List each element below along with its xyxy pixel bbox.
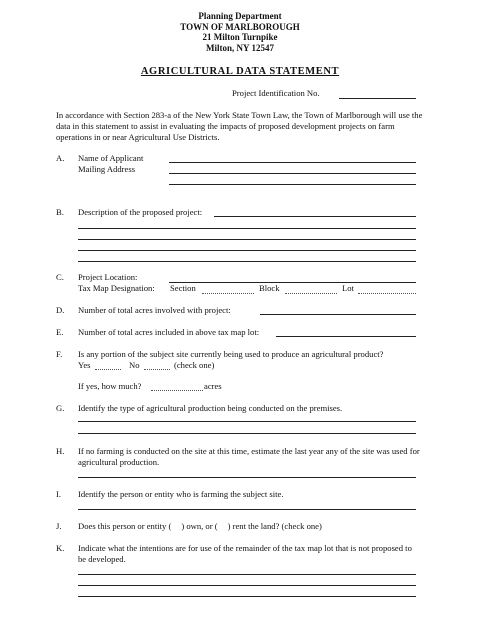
- section-f-letter: F.: [56, 349, 63, 359]
- ownership-question: [78, 521, 322, 532]
- yes-checkbox-field[interactable]: [95, 369, 121, 370]
- no-checkbox-field[interactable]: [144, 369, 170, 370]
- applicant-name-label: Name of Applicant: [78, 153, 144, 163]
- section-j-letter: J.: [56, 521, 62, 531]
- section-d-letter: D.: [56, 305, 65, 315]
- no-label: No: [129, 360, 140, 370]
- section-g-letter: G.: [56, 403, 65, 413]
- department-name: Planning Department: [198, 11, 282, 21]
- intro-paragraph: In accordance with Section 283-a of the New York State Town Law, the Town of Marlborough will use the data in this statement to assist in evaluating the impacts of proposed development projects on farm operations in or near Agricultural Use Districts.: [56, 110, 423, 142]
- acres-unit-label: acres: [204, 381, 222, 391]
- section-h-letter: H.: [56, 446, 65, 456]
- project-id-label: Project Identification No.: [232, 88, 320, 98]
- remainder-intent-label: Indicate what the intentions are for use of the remainder of the tax map lot that is not proposed to be developed.: [78, 543, 412, 564]
- check-one-note: (check one): [174, 360, 215, 370]
- section-c-letter: C.: [56, 272, 64, 282]
- farming-entity-label: Identify the person or entity who is farming the subject site.: [78, 489, 284, 499]
- project-description-field-1[interactable]: [214, 216, 416, 217]
- city-address: Milton, NY 12547: [206, 42, 274, 53]
- agri-type-label: Identify the type of agricultural production being conducted on the premises.: [78, 403, 343, 413]
- mailing-address-label: Mailing Address: [78, 164, 136, 174]
- agri-product-question: Is any portion of the subject site currently being used to produce an agricultural product?: [78, 349, 384, 359]
- project-description-field-2[interactable]: [78, 228, 416, 229]
- mailing-address-field-1[interactable]: [169, 173, 416, 174]
- section-b-letter: B.: [56, 207, 64, 217]
- tax-section-label: Section: [170, 283, 196, 293]
- tax-lot-label: Lot: [342, 283, 354, 293]
- agri-type-field-2[interactable]: [78, 433, 416, 434]
- agri-type-field-1[interactable]: [78, 421, 416, 422]
- section-e-letter: E.: [56, 327, 64, 337]
- mailing-address-field-2[interactable]: [169, 184, 416, 185]
- project-description-label: Description of the proposed project:: [78, 207, 203, 217]
- tax-lot-field[interactable]: [358, 293, 416, 294]
- tax-lot-acres-label: Number of total acres included in above tax map lot:: [78, 327, 260, 337]
- project-description-field-3[interactable]: [78, 239, 416, 240]
- farming-entity-field[interactable]: [78, 509, 416, 510]
- ownership-text-pre: Does this person or entity (: [78, 521, 172, 531]
- tax-section-field[interactable]: [202, 293, 254, 294]
- project-id-field[interactable]: [339, 98, 416, 99]
- form-title: AGRICULTURAL DATA STATEMENT: [140, 66, 340, 77]
- project-description-field-5[interactable]: [78, 261, 416, 262]
- section-i-letter: I.: [56, 489, 62, 499]
- tax-lot-acres-field[interactable]: [276, 336, 416, 337]
- last-farming-year-field[interactable]: [78, 477, 416, 478]
- total-acres-field[interactable]: [260, 314, 416, 315]
- remainder-intent-field-1[interactable]: [78, 574, 416, 575]
- how-much-label: If yes, how much?: [78, 381, 142, 391]
- section-k-letter: K.: [56, 543, 65, 553]
- project-location-label: Project Location:: [78, 272, 138, 282]
- section-a-letter: A.: [56, 153, 65, 163]
- ownership-text-rent: ) rent the land? (check one): [227, 521, 322, 531]
- town-name: TOWN OF MARLBOROUGH: [180, 21, 300, 32]
- project-location-field[interactable]: [169, 282, 416, 283]
- ownership-text-own: ) own, or (: [181, 521, 218, 531]
- tax-map-label: Tax Map Designation:: [78, 283, 155, 293]
- how-much-field[interactable]: [151, 390, 203, 391]
- applicant-name-field[interactable]: [169, 162, 416, 163]
- yes-label: Yes: [78, 360, 91, 370]
- tax-block-field[interactable]: [285, 293, 337, 294]
- total-acres-label: Number of total acres involved with project:: [78, 305, 231, 315]
- remainder-intent-field-3[interactable]: [78, 596, 416, 597]
- project-description-field-4[interactable]: [78, 250, 416, 251]
- tax-block-label: Block: [259, 283, 280, 293]
- remainder-intent-field-2[interactable]: [78, 585, 416, 586]
- last-farming-year-label: If no farming is conducted on the site at this time, estimate the last year any of the site was used for agricultural production.: [78, 446, 420, 467]
- street-address: 21 Milton Turnpike: [202, 32, 278, 42]
